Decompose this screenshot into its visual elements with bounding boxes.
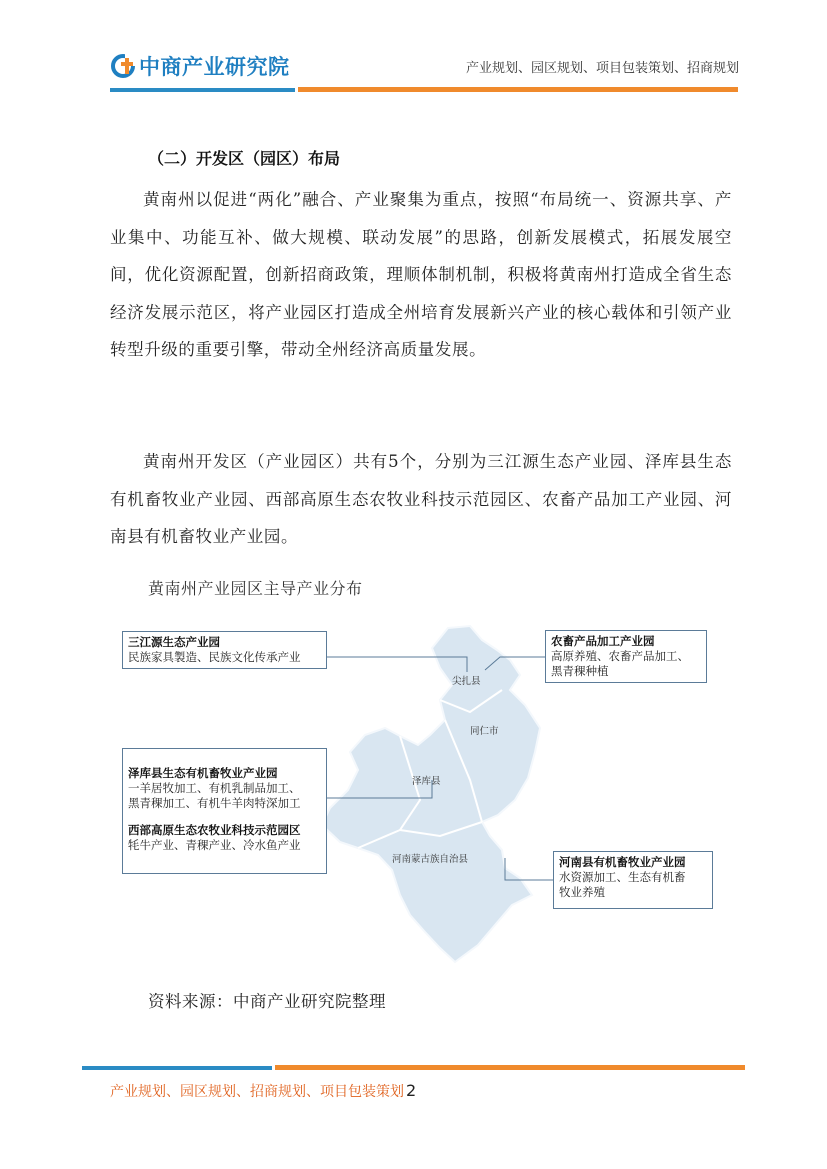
callout-line: 黑青稞加工、有机牛羊肉特深加工 bbox=[128, 796, 301, 810]
source-note: 资料来源：中商产业研究院整理 bbox=[148, 992, 386, 1011]
callout-line: 高原养殖、农畜产品加工、 bbox=[551, 649, 689, 663]
callout-line: 民族家具製造、民族文化传承产业 bbox=[128, 650, 301, 664]
callout-nongchu bbox=[545, 630, 707, 683]
figure-caption: 黄南州产业园区主导产业分布 bbox=[148, 579, 363, 598]
callout-line: 黑青稞种植 bbox=[551, 664, 609, 678]
callout-line: 牧业养殖 bbox=[559, 885, 605, 899]
header-tagline: 产业规划、园区规划、项目包装策划、招商规划 bbox=[465, 61, 739, 76]
section-title: （二）开发区（园区）布局 bbox=[148, 149, 341, 168]
callout-sanjiangyuan bbox=[122, 631, 327, 669]
footer-rule-orange bbox=[275, 1065, 745, 1070]
callout-line: 水资源加工、生态有机畜 bbox=[559, 870, 686, 884]
footer-rule-blue bbox=[82, 1066, 272, 1070]
map-label-zeku: 泽库县 bbox=[412, 776, 441, 787]
callout-line: 一羊居牧加工、有机乳制品加工、 bbox=[128, 781, 301, 795]
map-label-jianzha: 尖扎县 bbox=[452, 676, 481, 687]
footer bbox=[110, 1081, 416, 1101]
callout-title: 河南县有机畜牧业产业园 bbox=[559, 855, 686, 869]
paragraph: 黄南州开发区（产业园区）共有5个，分别为三江源生态产业园、泽库县生态有机畜牧业产业园、西部高原生态农牧业科技示范园区、农畜产品加工产业园、河南县有机畜牧业产业园。 bbox=[110, 452, 732, 546]
callout-title: 泽库县生态有机畜牧业产业园 bbox=[128, 766, 278, 780]
page-number: 2 bbox=[406, 1081, 417, 1100]
callout-title: 西部高原生态农牧业科技示范园区 bbox=[128, 823, 301, 837]
map-label-henan: 河南蒙古族自治县 bbox=[392, 854, 469, 865]
paragraph: 黄南州以促进“两化”融合、产业聚集为重点，按照“布局统一、资源共享、产业集中、功能互补、做大规模、联动发展”的思路，创新发展模式，拓展发展空间，优化资源配置，创新招商政策，理顺体制机制，积极将黄南州打造成全省生态经济发展示范区，将产业园区打造成全州培育发展新兴产业的核心载体和引领产业转型升级的重要引擎，带动全州经济高质量发展。 bbox=[110, 190, 732, 359]
footer-tagline: 产业规划、园区规划、招商规划、项目包装策划 bbox=[110, 1084, 404, 1100]
callout-title: 三江源生态产业园 bbox=[128, 635, 220, 649]
map-label-tongren: 同仁市 bbox=[470, 726, 499, 737]
callout-line: 牦牛产业、青稞产业、冷水鱼产业 bbox=[128, 838, 301, 852]
logo-text: 中商产业研究院 bbox=[139, 55, 290, 79]
map-region-shape bbox=[322, 626, 540, 962]
callout-zeku-and-xibu bbox=[122, 748, 327, 874]
callout-title: 农畜产品加工产业园 bbox=[551, 634, 655, 648]
callout-henan bbox=[553, 851, 713, 909]
